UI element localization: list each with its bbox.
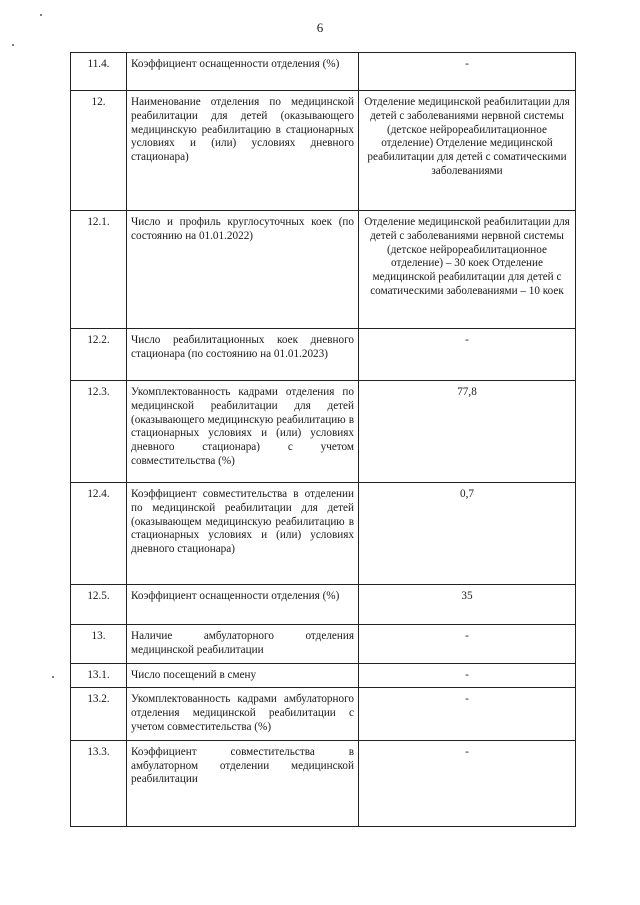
row-number: 12. xyxy=(71,91,127,211)
scan-speck xyxy=(40,14,42,16)
row-parameter: Коэффициент совместительства в отделении по медицинской реабилитации для детей (оказывающем медицинскую реабилитацию в стационарных условиях и (или) условиях дневного стационара) xyxy=(127,483,359,585)
table-row xyxy=(71,381,576,483)
row-number: 12.2. xyxy=(71,329,127,381)
row-number: 12.5. xyxy=(71,585,127,625)
row-number: 11.4. xyxy=(71,53,127,91)
table-row xyxy=(71,625,576,664)
rehabilitation-table xyxy=(70,52,576,827)
row-parameter: Число посещений в смену xyxy=(127,663,359,688)
row-number: 12.1. xyxy=(71,211,127,329)
row-parameter: Коэффициент оснащенности отделения (%) xyxy=(127,53,359,91)
row-value: 35 xyxy=(359,585,576,625)
table-row xyxy=(71,329,576,381)
scan-speck xyxy=(12,44,14,46)
row-value: 77,8 xyxy=(359,381,576,483)
row-value: - xyxy=(359,740,576,826)
row-number: 13.3. xyxy=(71,740,127,826)
row-parameter: Укомплектованность кадрами амбулаторного отделения медицинской реабилитации с учетом совместительства (%) xyxy=(127,688,359,740)
row-number: 12.3. xyxy=(71,381,127,483)
table-row xyxy=(71,663,576,688)
page-number: 6 xyxy=(316,20,324,35)
row-value: - xyxy=(359,688,576,740)
row-number: 13.1. xyxy=(71,663,127,688)
table-row xyxy=(71,688,576,740)
row-value: - xyxy=(359,329,576,381)
table-row xyxy=(71,740,576,826)
table-row xyxy=(71,53,576,91)
scan-speck xyxy=(52,676,54,678)
row-parameter: Наличие амбулаторного отделения медицинской реабилитации xyxy=(127,625,359,664)
row-value: 0,7 xyxy=(359,483,576,585)
row-number: 13.2. xyxy=(71,688,127,740)
row-parameter: Число реабилитационных коек дневного стационара (по состоянию на 01.01.2023) xyxy=(127,329,359,381)
row-value: - xyxy=(359,53,576,91)
table-row xyxy=(71,483,576,585)
row-parameter: Наименование отделения по медицинской реабилитации для детей (оказывающего медицинскую реабилитацию в стационарных условиях и (или) условиях дневного стационара) xyxy=(127,91,359,211)
row-value: - xyxy=(359,625,576,664)
row-value: Отделение медицинской реабилитации для детей с заболеваниями нервной системы (детское нейрореабилитационное отделение) Отделение медицинской реабилитации для детей с соматическими заболеваниями xyxy=(359,91,576,211)
row-parameter: Коэффициент оснащенности отделения (%) xyxy=(127,585,359,625)
table-row xyxy=(71,585,576,625)
row-number: 12.4. xyxy=(71,483,127,585)
row-parameter: Число и профиль круглосуточных коек (по состоянию на 01.01.2022) xyxy=(127,211,359,329)
row-parameter: Укомплектованность кадрами отделения по медицинской реабилитации для детей (оказывающего медицинскую реабилитацию в стационарных условиях и (или) условиях дневного стационара) с учетом совместительства (%) xyxy=(127,381,359,483)
table-row xyxy=(71,91,576,211)
row-value: - xyxy=(359,663,576,688)
row-value: Отделение медицинской реабилитации для детей с заболеваниями нервной системы (детское нейрореабилитационное отделение) – 30 коек Отделение медицинской реабилитации для детей с соматическими заболеваниями – 10 коек xyxy=(359,211,576,329)
table-row xyxy=(71,211,576,329)
row-number: 13. xyxy=(71,625,127,664)
row-parameter: Коэффициент совместительства в амбулаторном отделении медицинской реабилитации xyxy=(127,740,359,826)
